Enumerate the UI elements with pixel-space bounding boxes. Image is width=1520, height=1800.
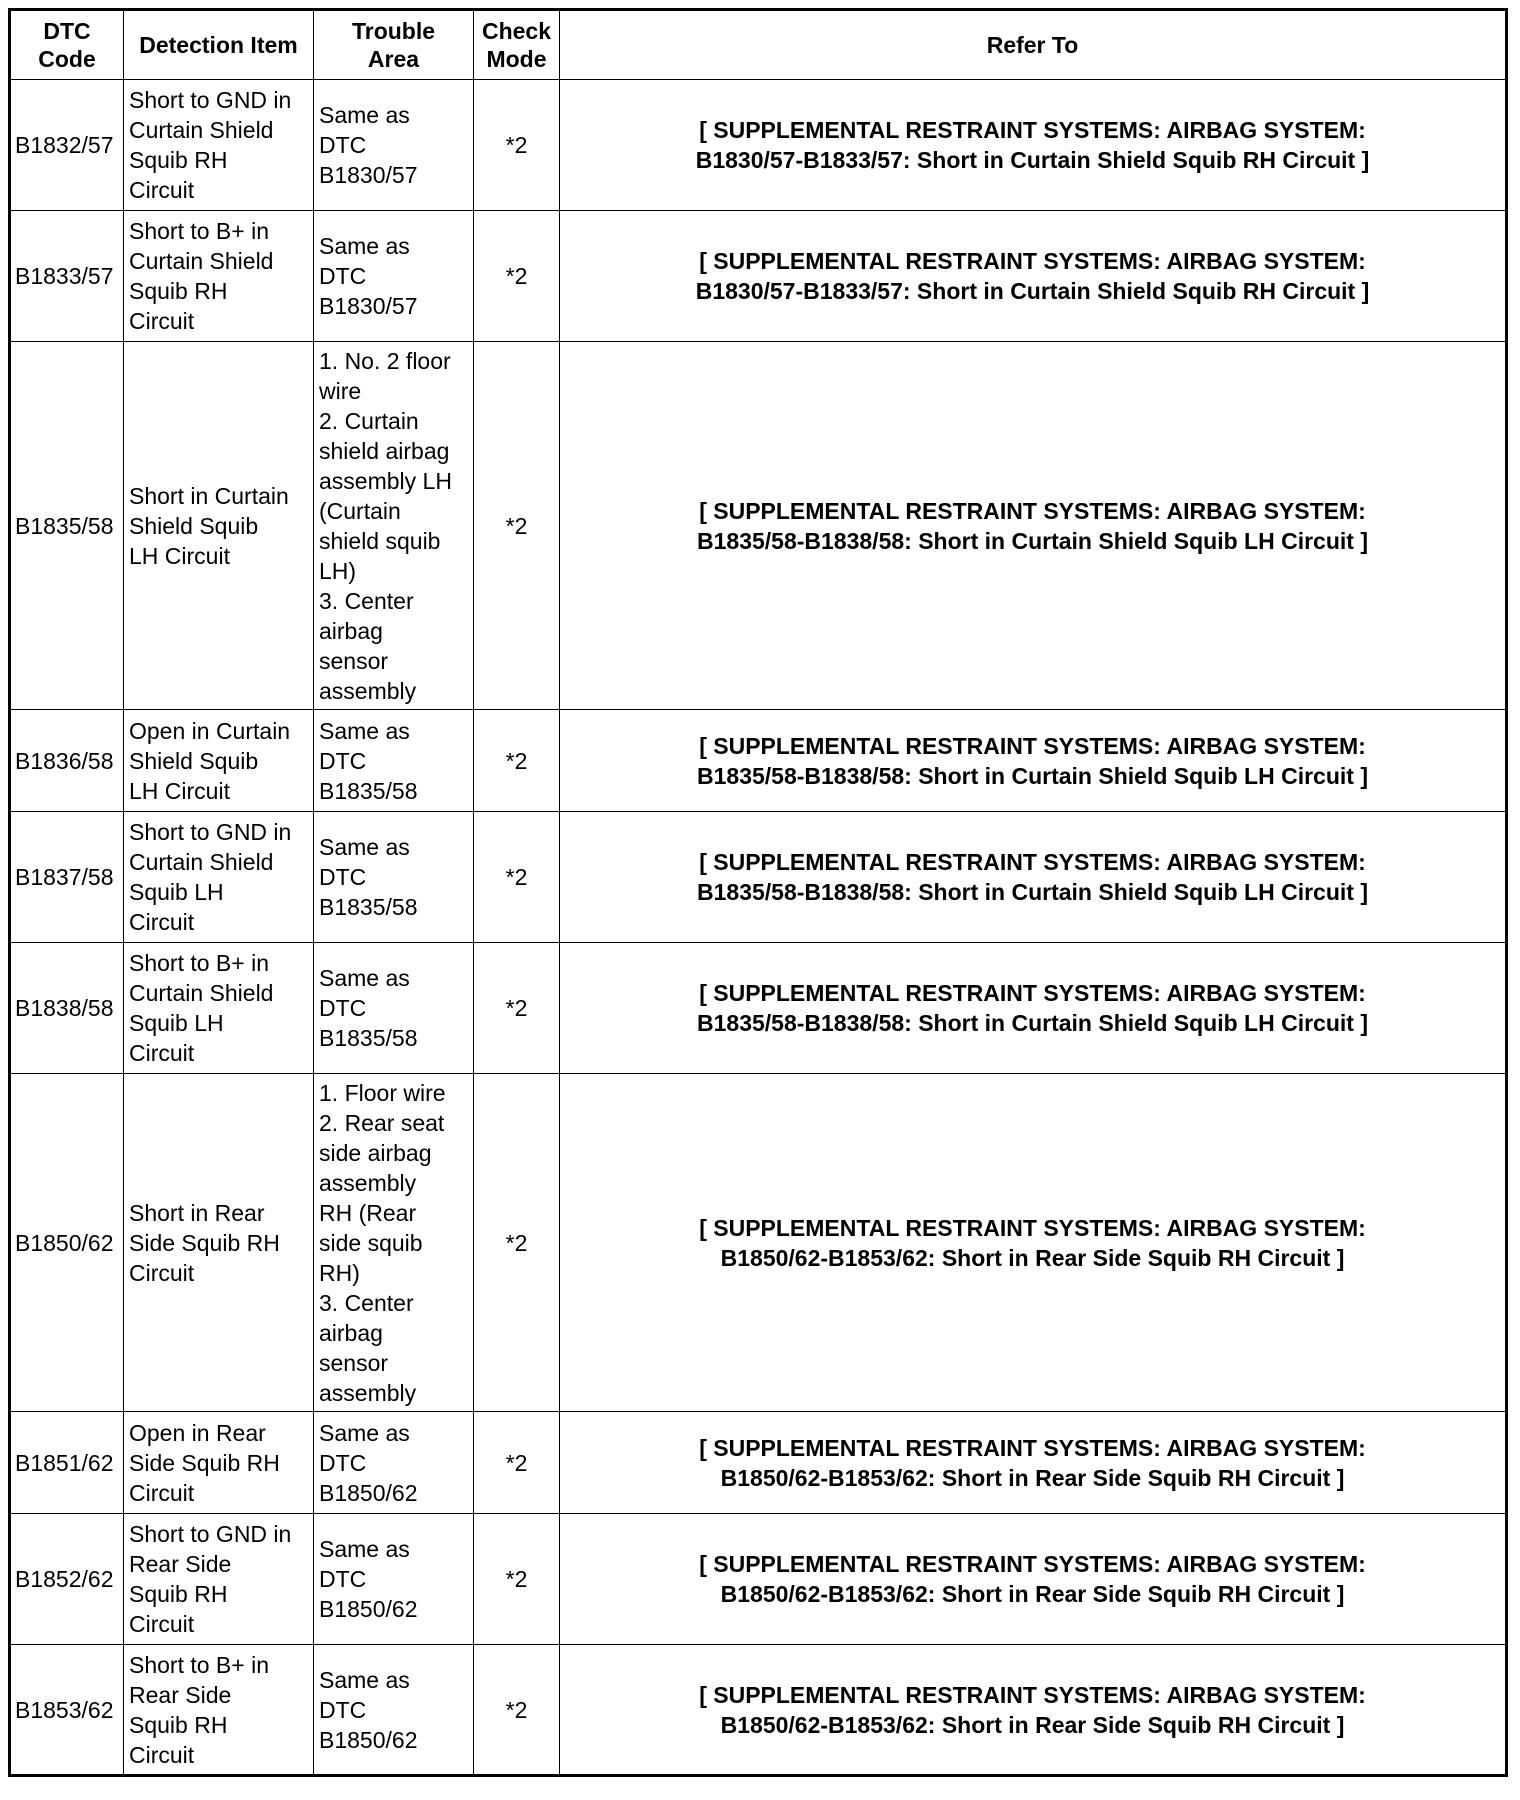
dtc-code-cell: B1838/58 bbox=[10, 943, 124, 1074]
trouble-area-line: assembly bbox=[319, 1169, 417, 1196]
table-row bbox=[10, 1514, 1507, 1645]
header-check-mode-line: Check bbox=[481, 18, 552, 44]
trouble-area-line: B1830/57 bbox=[319, 162, 418, 188]
trouble-area-cell bbox=[314, 342, 474, 710]
refer-to-line: [ SUPPLEMENTAL RESTRAINT SYSTEMS: AIRBAG SYSTEM: bbox=[699, 732, 1366, 759]
trouble-area-line: B1835/58 bbox=[319, 777, 418, 804]
refer-to-line: [ SUPPLEMENTAL RESTRAINT SYSTEMS: AIRBAG SYSTEM: bbox=[699, 1434, 1366, 1461]
trouble-area-line: Same as bbox=[319, 965, 410, 991]
detection-item-line: Circuit bbox=[129, 308, 195, 334]
detection-item-line: Rear Side bbox=[129, 1681, 232, 1708]
detection-item-line: Short in Curtain bbox=[129, 482, 289, 509]
refer-to-cell bbox=[560, 943, 1507, 1074]
detection-item-line: Curtain Shield bbox=[129, 117, 274, 143]
trouble-area-line: assembly bbox=[319, 1379, 417, 1406]
trouble-area-cell bbox=[314, 1514, 474, 1645]
trouble-area-line: Same as bbox=[319, 102, 410, 128]
trouble-area-line: RH) bbox=[319, 1259, 360, 1286]
trouble-area-cell bbox=[314, 812, 474, 943]
refer-to-line: [ SUPPLEMENTAL RESTRAINT SYSTEMS: AIRBAG SYSTEM: bbox=[699, 980, 1366, 1006]
detection-item-cell bbox=[124, 1074, 314, 1412]
trouble-area-line: sensor bbox=[319, 647, 389, 674]
detection-item-line: Short to GND in bbox=[129, 87, 292, 113]
trouble-area-line: Same as bbox=[319, 834, 410, 860]
trouble-area-cell bbox=[314, 943, 474, 1074]
dtc-code-cell: B1835/58 bbox=[10, 342, 124, 710]
detection-item-cell bbox=[124, 80, 314, 211]
trouble-area-cell bbox=[314, 80, 474, 211]
refer-to-line: [ SUPPLEMENTAL RESTRAINT SYSTEMS: AIRBAG SYSTEM: bbox=[699, 1551, 1366, 1577]
header-dtc-code-line: DTC bbox=[43, 18, 91, 44]
refer-to-cell bbox=[560, 211, 1507, 342]
detection-item-cell bbox=[124, 812, 314, 943]
detection-item-line: LH Circuit bbox=[129, 777, 230, 804]
trouble-area-line: B1830/57 bbox=[319, 293, 418, 319]
trouble-area-line: assembly LH bbox=[319, 467, 452, 494]
header-check-mode bbox=[474, 10, 560, 80]
header-trouble-area bbox=[314, 10, 474, 80]
detection-item-line: LH Circuit bbox=[129, 542, 230, 569]
trouble-area-cell bbox=[314, 1074, 474, 1412]
refer-to-line: [ SUPPLEMENTAL RESTRAINT SYSTEMS: AIRBAG SYSTEM: bbox=[699, 248, 1366, 274]
refer-to-line: B1835/58-B1838/58: Short in Curtain Shield Squib LH Circuit ] bbox=[697, 879, 1368, 905]
dtc-code-cell: B1851/62 bbox=[10, 1412, 124, 1514]
detection-item-cell bbox=[124, 211, 314, 342]
check-mode-cell: *2 bbox=[474, 812, 560, 943]
detection-item-line: Squib LH bbox=[129, 1010, 224, 1036]
table-row bbox=[10, 710, 1507, 812]
dtc-code-cell: B1850/62 bbox=[10, 1074, 124, 1412]
detection-item-line: Shield Squib bbox=[129, 747, 259, 774]
detection-item-line: Short to GND in bbox=[129, 1521, 292, 1547]
trouble-area-line: side squib bbox=[319, 1229, 423, 1256]
trouble-area-line: airbag bbox=[319, 1319, 383, 1346]
detection-item-cell bbox=[124, 1514, 314, 1645]
refer-to-cell bbox=[560, 710, 1507, 812]
detection-item-line: Squib RH bbox=[129, 278, 228, 304]
refer-to-line: B1830/57-B1833/57: Short in Curtain Shield Squib RH Circuit ] bbox=[695, 278, 1370, 304]
trouble-area-line: shield squib bbox=[319, 527, 441, 554]
trouble-area-line: DTC bbox=[319, 864, 367, 890]
header-dtc-code-line: Code bbox=[38, 46, 96, 72]
dtc-table bbox=[8, 8, 1508, 1777]
table-row bbox=[10, 80, 1507, 211]
trouble-area-line: DTC bbox=[319, 747, 367, 774]
detection-item-line: Curtain Shield bbox=[129, 980, 274, 1006]
refer-to-cell bbox=[560, 812, 1507, 943]
trouble-area-line: 2. Rear seat bbox=[319, 1109, 445, 1136]
table-row bbox=[10, 943, 1507, 1074]
detection-item-line: Squib RH bbox=[129, 1581, 228, 1607]
trouble-area-line: Same as bbox=[319, 1419, 410, 1446]
detection-item-line: Rear Side bbox=[129, 1551, 232, 1577]
trouble-area-line: RH (Rear bbox=[319, 1199, 417, 1226]
check-mode-cell: *2 bbox=[474, 710, 560, 812]
dtc-code-cell: B1853/62 bbox=[10, 1645, 124, 1776]
detection-item-line: Short in Rear bbox=[129, 1199, 265, 1226]
detection-item-cell bbox=[124, 710, 314, 812]
trouble-area-line: Same as bbox=[319, 717, 410, 744]
trouble-area-cell bbox=[314, 710, 474, 812]
refer-to-line: [ SUPPLEMENTAL RESTRAINT SYSTEMS: AIRBAG SYSTEM: bbox=[699, 117, 1366, 143]
trouble-area-line: Same as bbox=[319, 233, 410, 259]
detection-item-line: Circuit bbox=[129, 1611, 195, 1637]
check-mode-cell: *2 bbox=[474, 211, 560, 342]
trouble-area-line: DTC bbox=[319, 995, 367, 1021]
refer-to-cell bbox=[560, 1514, 1507, 1645]
detection-item-line: Squib LH bbox=[129, 879, 224, 905]
trouble-area-line: 3. Center bbox=[319, 1289, 414, 1316]
table-row bbox=[10, 1412, 1507, 1514]
trouble-area-line: 1. Floor wire bbox=[319, 1079, 446, 1106]
refer-to-line: B1850/62-B1853/62: Short in Rear Side Squib RH Circuit ] bbox=[720, 1464, 1345, 1491]
table-row bbox=[10, 812, 1507, 943]
refer-to-cell bbox=[560, 1074, 1507, 1412]
dtc-code-cell: B1837/58 bbox=[10, 812, 124, 943]
detection-item-line: Open in Rear bbox=[129, 1419, 266, 1446]
trouble-area-line: B1850/62 bbox=[319, 1726, 418, 1753]
trouble-area-line: DTC bbox=[319, 1449, 367, 1476]
table-row bbox=[10, 342, 1507, 710]
trouble-area-line: B1850/62 bbox=[319, 1596, 418, 1622]
trouble-area-line: LH) bbox=[319, 557, 357, 584]
table-row bbox=[10, 1645, 1507, 1776]
detection-item-cell bbox=[124, 342, 314, 710]
table-row bbox=[10, 211, 1507, 342]
check-mode-cell: *2 bbox=[474, 80, 560, 211]
detection-item-line: Curtain Shield bbox=[129, 248, 274, 274]
trouble-area-line: 2. Curtain bbox=[319, 407, 419, 434]
detection-item-line: Circuit bbox=[129, 1040, 195, 1066]
refer-to-cell bbox=[560, 342, 1507, 710]
detection-item-cell bbox=[124, 1412, 314, 1514]
detection-item-line: Squib RH bbox=[129, 1711, 228, 1738]
refer-to-cell bbox=[560, 1645, 1507, 1776]
trouble-area-line: DTC bbox=[319, 132, 367, 158]
trouble-area-line: side airbag bbox=[319, 1139, 432, 1166]
refer-to-line: [ SUPPLEMENTAL RESTRAINT SYSTEMS: AIRBAG SYSTEM: bbox=[699, 497, 1366, 524]
refer-to-line: B1835/58-B1838/58: Short in Curtain Shield Squib LH Circuit ] bbox=[697, 762, 1368, 789]
dtc-code-cell: B1832/57 bbox=[10, 80, 124, 211]
table-header-row bbox=[10, 10, 1507, 80]
header-detection-item: Detection Item bbox=[124, 10, 314, 80]
detection-item-line: Open in Curtain bbox=[129, 717, 291, 744]
trouble-area-line: DTC bbox=[319, 263, 367, 289]
refer-to-line: B1835/58-B1838/58: Short in Curtain Shield Squib LH Circuit ] bbox=[697, 527, 1368, 554]
trouble-area-line: assembly bbox=[319, 677, 417, 704]
check-mode-cell: *2 bbox=[474, 1514, 560, 1645]
detection-item-line: Short to GND in bbox=[129, 819, 292, 845]
trouble-area-line: B1835/58 bbox=[319, 1025, 418, 1051]
detection-item-cell bbox=[124, 1645, 314, 1776]
trouble-area-line: 3. Center bbox=[319, 587, 414, 614]
refer-to-line: B1835/58-B1838/58: Short in Curtain Shield Squib LH Circuit ] bbox=[697, 1010, 1368, 1036]
dtc-code-cell: B1852/62 bbox=[10, 1514, 124, 1645]
refer-to-line: B1850/62-B1853/62: Short in Rear Side Squib RH Circuit ] bbox=[720, 1581, 1345, 1607]
header-trouble-area-line: Trouble bbox=[351, 18, 436, 44]
header-check-mode-line: Mode bbox=[486, 46, 547, 72]
check-mode-cell: *2 bbox=[474, 342, 560, 710]
detection-item-line: Short to B+ in bbox=[129, 218, 269, 244]
trouble-area-cell bbox=[314, 1412, 474, 1514]
detection-item-line: Curtain Shield bbox=[129, 849, 274, 875]
detection-item-line: Circuit bbox=[129, 1479, 195, 1506]
detection-item-cell bbox=[124, 943, 314, 1074]
refer-to-line: [ SUPPLEMENTAL RESTRAINT SYSTEMS: AIRBAG SYSTEM: bbox=[699, 849, 1366, 875]
refer-to-cell bbox=[560, 80, 1507, 211]
detection-item-line: Circuit bbox=[129, 1259, 195, 1286]
check-mode-cell: *2 bbox=[474, 943, 560, 1074]
refer-to-line: B1830/57-B1833/57: Short in Curtain Shield Squib RH Circuit ] bbox=[695, 147, 1370, 173]
trouble-area-line: B1835/58 bbox=[319, 894, 418, 920]
refer-to-line: B1850/62-B1853/62: Short in Rear Side Squib RH Circuit ] bbox=[720, 1711, 1345, 1738]
trouble-area-line: 1. No. 2 floor bbox=[319, 347, 451, 374]
detection-item-line: Circuit bbox=[129, 1741, 195, 1768]
refer-to-line: [ SUPPLEMENTAL RESTRAINT SYSTEMS: AIRBAG SYSTEM: bbox=[699, 1214, 1366, 1241]
refer-to-line: [ SUPPLEMENTAL RESTRAINT SYSTEMS: AIRBAG SYSTEM: bbox=[699, 1681, 1366, 1708]
trouble-area-line: DTC bbox=[319, 1566, 367, 1592]
trouble-area-line: wire bbox=[319, 377, 362, 404]
trouble-area-line: sensor bbox=[319, 1349, 389, 1376]
header-trouble-area-line: Area bbox=[367, 46, 420, 72]
trouble-area-line: (Curtain bbox=[319, 497, 401, 524]
trouble-area-cell bbox=[314, 211, 474, 342]
trouble-area-line: shield airbag bbox=[319, 437, 450, 464]
check-mode-cell: *2 bbox=[474, 1645, 560, 1776]
trouble-area-line: Same as bbox=[319, 1666, 410, 1693]
detection-item-line: Shield Squib bbox=[129, 512, 259, 539]
header-refer-to: Refer To bbox=[560, 10, 1507, 80]
trouble-area-cell bbox=[314, 1645, 474, 1776]
check-mode-cell: *2 bbox=[474, 1412, 560, 1514]
trouble-area-line: DTC bbox=[319, 1696, 367, 1723]
detection-item-line: Squib RH bbox=[129, 147, 228, 173]
detection-item-line: Circuit bbox=[129, 177, 195, 203]
header-dtc-code bbox=[10, 10, 124, 80]
trouble-area-line: airbag bbox=[319, 617, 383, 644]
refer-to-line: B1850/62-B1853/62: Short in Rear Side Squib RH Circuit ] bbox=[720, 1244, 1345, 1271]
refer-to-cell bbox=[560, 1412, 1507, 1514]
detection-item-line: Side Squib RH bbox=[129, 1449, 280, 1476]
table-body bbox=[10, 80, 1507, 1776]
trouble-area-line: Same as bbox=[319, 1536, 410, 1562]
detection-item-line: Short to B+ in bbox=[129, 950, 269, 976]
table-row bbox=[10, 1074, 1507, 1412]
detection-item-line: Side Squib RH bbox=[129, 1229, 280, 1256]
dtc-code-cell: B1833/57 bbox=[10, 211, 124, 342]
detection-item-line: Short to B+ in bbox=[129, 1651, 269, 1678]
check-mode-cell: *2 bbox=[474, 1074, 560, 1412]
trouble-area-line: B1850/62 bbox=[319, 1479, 418, 1506]
detection-item-line: Circuit bbox=[129, 909, 195, 935]
dtc-code-cell: B1836/58 bbox=[10, 710, 124, 812]
